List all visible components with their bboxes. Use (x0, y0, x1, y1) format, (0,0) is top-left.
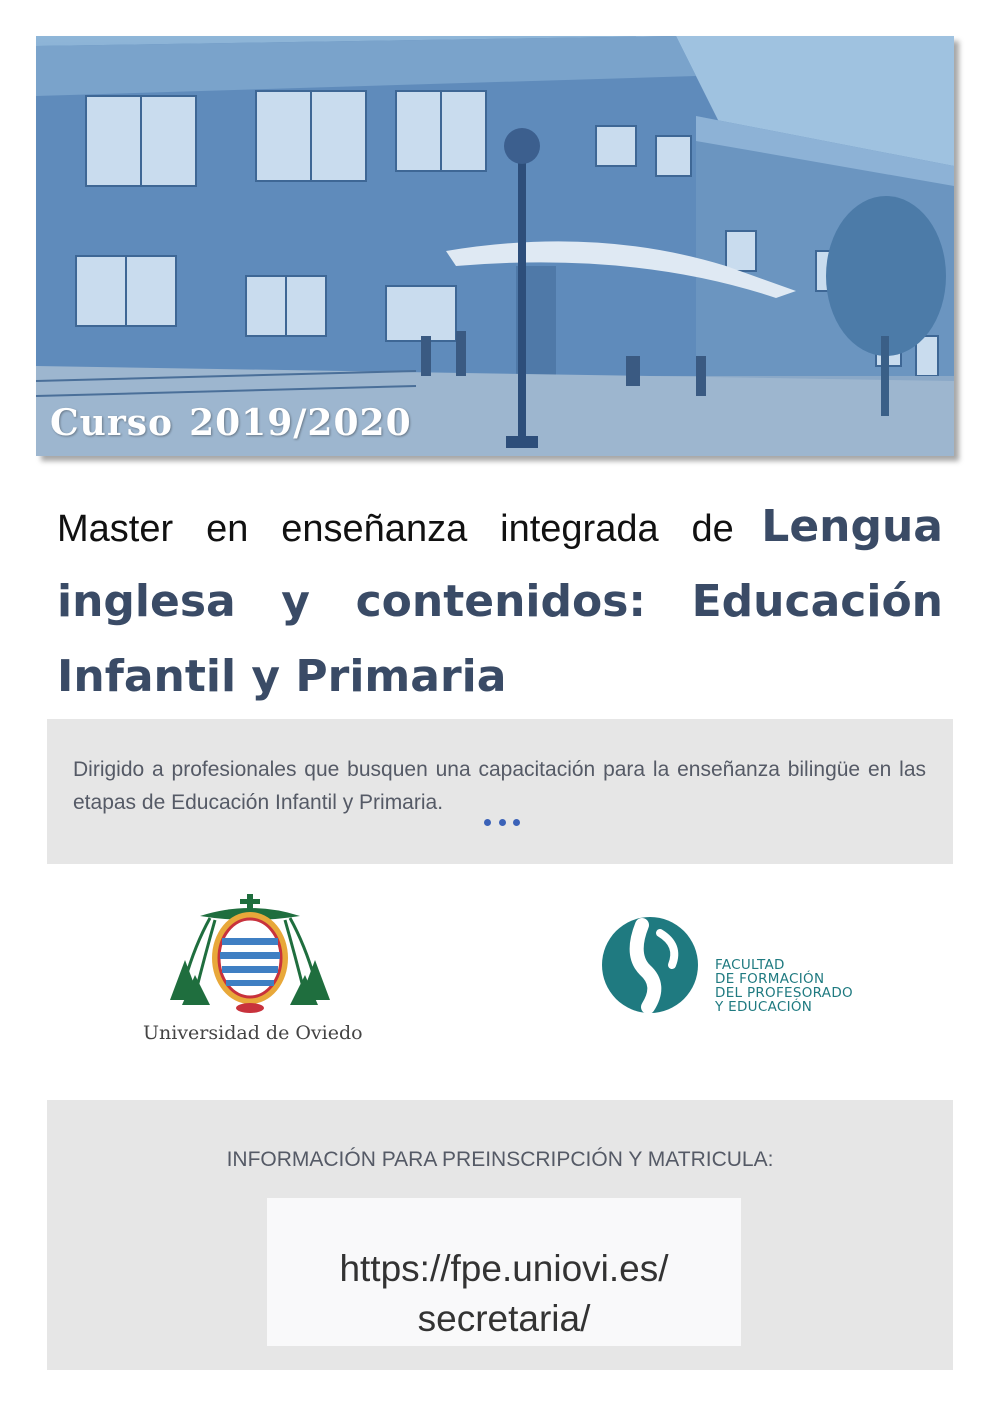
description-box (47, 719, 953, 864)
building-illustration (36, 36, 954, 456)
faculty-line: Y EDUCACIÓN (715, 999, 813, 1015)
faculty-logo-icon (600, 915, 710, 1015)
description-text: Dirigido a profesionales que busquen una capacitación para la enseñanza bilingüe en las etapas de Educación Infantil y Primaria. (73, 758, 926, 814)
faculty-line: DEL PROFESORADO (715, 985, 853, 1001)
course-caption (50, 402, 412, 444)
course-word: Curso (50, 402, 174, 444)
university-name: Universidad de Oviedo (143, 1022, 363, 1044)
registration-link[interactable] (267, 1244, 741, 1344)
course-year: 2019/2020 (189, 402, 412, 444)
faculty-line: DE FORMACIÓN (715, 971, 825, 987)
url-line-2[interactable]: secretaria/ (417, 1298, 591, 1339)
info-label: INFORMACIÓN PARA PREINSCRIPCIÓN Y MATRICULA: (226, 1148, 774, 1171)
title-main: Lengua inglesa y contenidos: Educación Infantil y Primaria (57, 501, 943, 702)
info-box (47, 1100, 953, 1370)
faculty-line: FACULTAD (715, 957, 785, 973)
faculty-name (715, 958, 853, 1014)
page-title (57, 494, 943, 719)
title-prefix: Master en enseñanza integrada de (57, 508, 734, 550)
url-box[interactable] (267, 1198, 741, 1346)
hero-photo (36, 36, 954, 456)
url-line-1[interactable]: https://fpe.uniovi.es/ (339, 1248, 669, 1289)
ellipsis-icon (484, 819, 520, 829)
